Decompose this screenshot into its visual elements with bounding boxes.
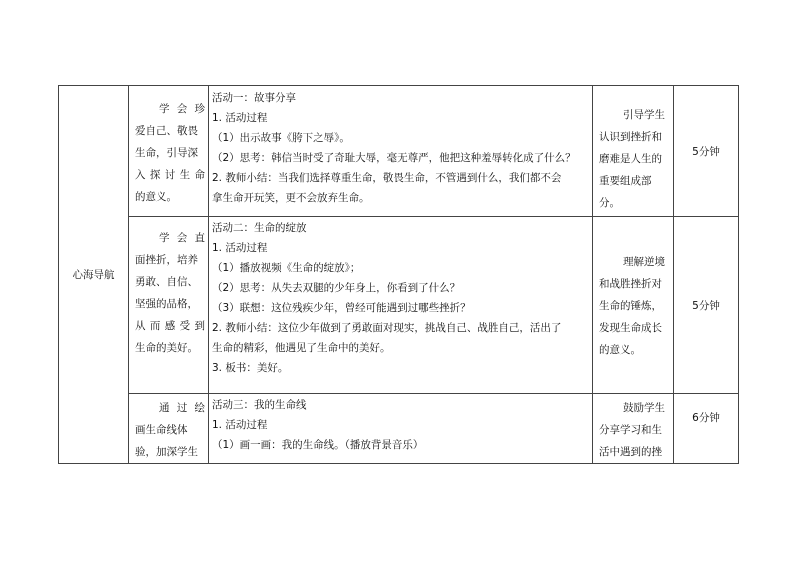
activity-line: （2）思考：韩信当时受了奇耻大辱，毫无尊严，他把这种羞辱转化成了什么？ [212,152,576,164]
activity-line: 拿生命开玩笑，更不会放弃生命。 [212,192,370,204]
design-cell [593,394,674,464]
activity-cell [209,86,593,217]
goal-line: 从 而 感 受 到 [135,320,205,332]
time-cell [674,217,739,394]
goal-line: 验，加深学生 [135,446,198,458]
goal-line: 坚强的品格， [135,298,198,310]
activity-title: 活动一：故事分享 [212,92,296,104]
design-line: 生命的锤炼， [599,300,662,312]
activity-line: 1. 活动过程 [212,242,268,254]
time-cell [674,86,739,217]
time-value: 5分钟 [692,299,720,312]
lesson-plan-table [58,85,739,464]
table-row [59,394,739,464]
design-line: 活中遇到的挫 [599,446,662,458]
activity-line: （3）联想：这位残疾少年，曾经可能遇到过哪些挫折？ [212,302,471,314]
goal-cell [129,217,209,394]
activity-cell [209,217,593,394]
table-row [59,217,739,394]
activity-line: 2. 教师小结：当我们选择尊重生命，敬畏生命，不管遇到什么，我们都不会 [212,172,562,184]
design-line: 发现生命成长 [599,322,662,334]
design-line: 的意义。 [599,344,641,356]
activity-line: （2）思考：从失去双腿的少年身上，你看到了什么？ [212,282,461,294]
activity-title: 活动三：我的生命线 [212,399,307,411]
activity-line: 1. 活动过程 [212,419,268,431]
activity-line: （1）出示故事《胯下之辱》。 [212,132,350,144]
goal-cell [129,394,209,464]
activity-line: 2. 教师小结：这位少年做到了勇敢面对现实，挑战自己、战胜自己，活出了 [212,322,562,334]
design-line: 理解逆境 [623,256,665,268]
table-row [59,86,739,217]
time-value: 6分钟 [692,412,720,424]
goal-line: 爱自己、敬畏 [135,125,198,137]
goal-cell [129,86,209,217]
section-label: 心海导航 [72,269,115,281]
activity-line: （1）画一画：我的生命线。（播放背景音乐） [212,439,424,451]
design-cell [593,86,674,217]
design-line: 磨难是人生的 [599,153,662,165]
goal-line: 面挫折，培养 [135,254,198,266]
goal-line: 生命的美好。 [135,342,198,354]
goal-line: 的意义。 [135,191,177,203]
section-cell [59,86,129,464]
design-line: 鼓励学生 [623,402,665,414]
activity-line: 3. 板书：美好。 [212,362,289,374]
activity-line: 1. 活动过程 [212,112,268,124]
design-line: 认识到挫折和 [599,131,662,143]
design-line: 重要组成部分。 [599,175,652,209]
design-line: 和战胜挫折对 [599,278,662,290]
design-line: 分享学习和生 [599,424,662,436]
goal-line: 生命，引导深 [135,147,198,159]
goal-line: 入 探 讨 生 命 [135,169,205,181]
time-cell [674,394,739,464]
time-value: 5分钟 [692,145,720,158]
goal-line: 勇敢、自信、 [135,276,198,288]
design-cell [593,217,674,394]
goal-line: 画生命线体 [135,424,188,436]
activity-line: 生命的精彩，他遇见了生命中的美好。 [212,342,391,354]
goal-line: 学 会 直 [159,232,205,244]
design-line: 引导学生 [623,109,665,121]
activity-cell [209,394,593,464]
activity-title: 活动二：生命的绽放 [212,222,307,234]
goal-line: 通 过 绘 [159,402,205,414]
activity-line: （1）播放视频《生命的绽放》； [212,262,361,274]
goal-line: 学 会 珍 [159,103,205,115]
